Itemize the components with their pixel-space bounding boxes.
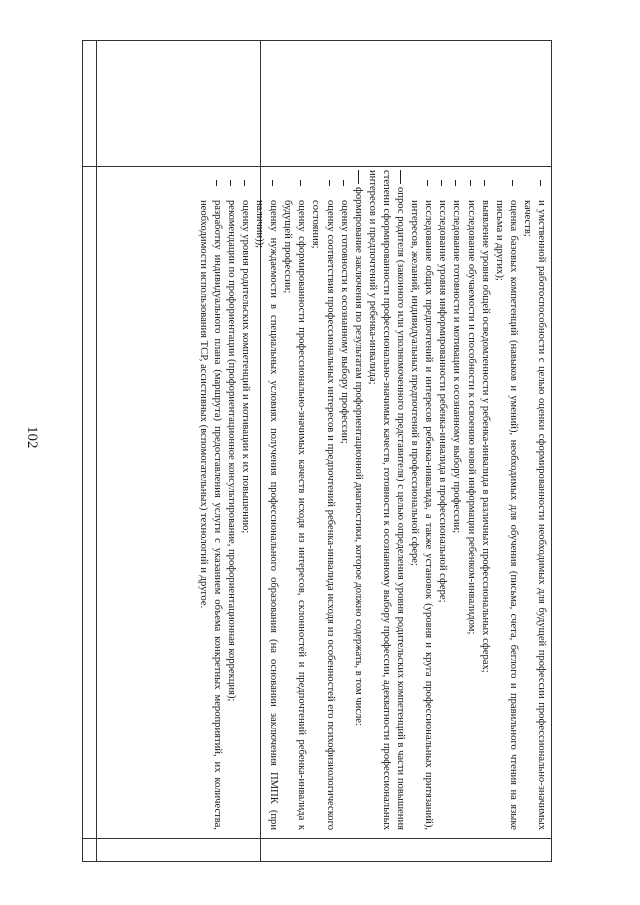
conclusion-paragraph	[351, 170, 365, 830]
conclusion-text: формирование заключения по результатам профориентационной диагностики, которое должно содержать, в том числе:	[352, 187, 364, 726]
list-item: исследование обучаемости и способности к освоению новой информации ребенком-инвалидом;	[463, 170, 477, 830]
text-column	[196, 170, 548, 830]
list-item: оценку готовности к осознанному выбору профессии;	[337, 170, 351, 830]
list-item: исследование уровня информированности ребенка-инвалида в профессиональной сфере;	[435, 170, 449, 830]
list-item: выявление уровня общей осведомленности у ребенка-инвалида в различных профессиональных сферах;	[478, 170, 492, 830]
dash-mark	[400, 170, 401, 184]
list-item: рекомендации по профориентации (профориентационное консультирование, профориентационная коррекция);	[224, 170, 238, 830]
rotated-content	[78, 170, 548, 830]
list-item: оценку уровня родительских компетенций и мотивации к их повышению;	[238, 170, 252, 830]
list-item: оценку нуждаемости в специальных условиях получения профессионального образования (на основании заключения ПМПК (при наличии));	[252, 170, 280, 830]
list-item: оценку сформированности профессионально-значимых качеств исходя из интересов, склонностей и предпочтений ребенка-инвалида к будущей профессии;	[280, 170, 308, 830]
list-item: оценку соответствия профессиональных интересов и предпочтений ребенка-инвалида исходя из особенностей его психофизиологического состояния;	[308, 170, 336, 830]
list-item: разработку индивидуального плана (маршрута) предоставления услуги с указанием объема конкретных мероприятий, их количества, необходимости использования ТСР, ассистивных (вспомогательных) технологий и другое.	[196, 170, 224, 830]
survey-paragraph	[365, 170, 407, 830]
list-item: оценка базовых компетенций (навыков и умений), необходимых для обучения (письма, счета, беглого и правильного чтения на языке письма и других);	[492, 170, 520, 830]
intro-line-2: будущей профессии профессионально-значимых качеств;	[521, 200, 547, 830]
list-item: исследование общих предпочтений и интересов ребенка-инвалида, а также установок (уровня и круга профессиональных притязаний), интересов, желаний, индивидуальных предпочтений в профессиональной сфере;	[407, 170, 435, 830]
page-number: 102	[24, 426, 40, 449]
table-row-divider	[82, 838, 552, 839]
intro-line	[520, 170, 548, 830]
intro-line-1: и умственной работоспособности с целью оценки сформированности необходимых для	[536, 200, 547, 604]
dash-mark	[358, 170, 359, 184]
table-row-divider	[82, 166, 552, 167]
list-item: исследование готовности и мотивации к осознанному выбору профессии;	[449, 170, 463, 830]
survey-text: опрос родителя (законного или уполномоченного представителя) с целью определения уровня родительских компетенций в части повышения степени сформированности профессионально-значимых качеств, готовности к осознанному выбору профессии, адекватности профессиональных интересов и предпочтений у ребенка-инвалида;	[366, 170, 407, 830]
